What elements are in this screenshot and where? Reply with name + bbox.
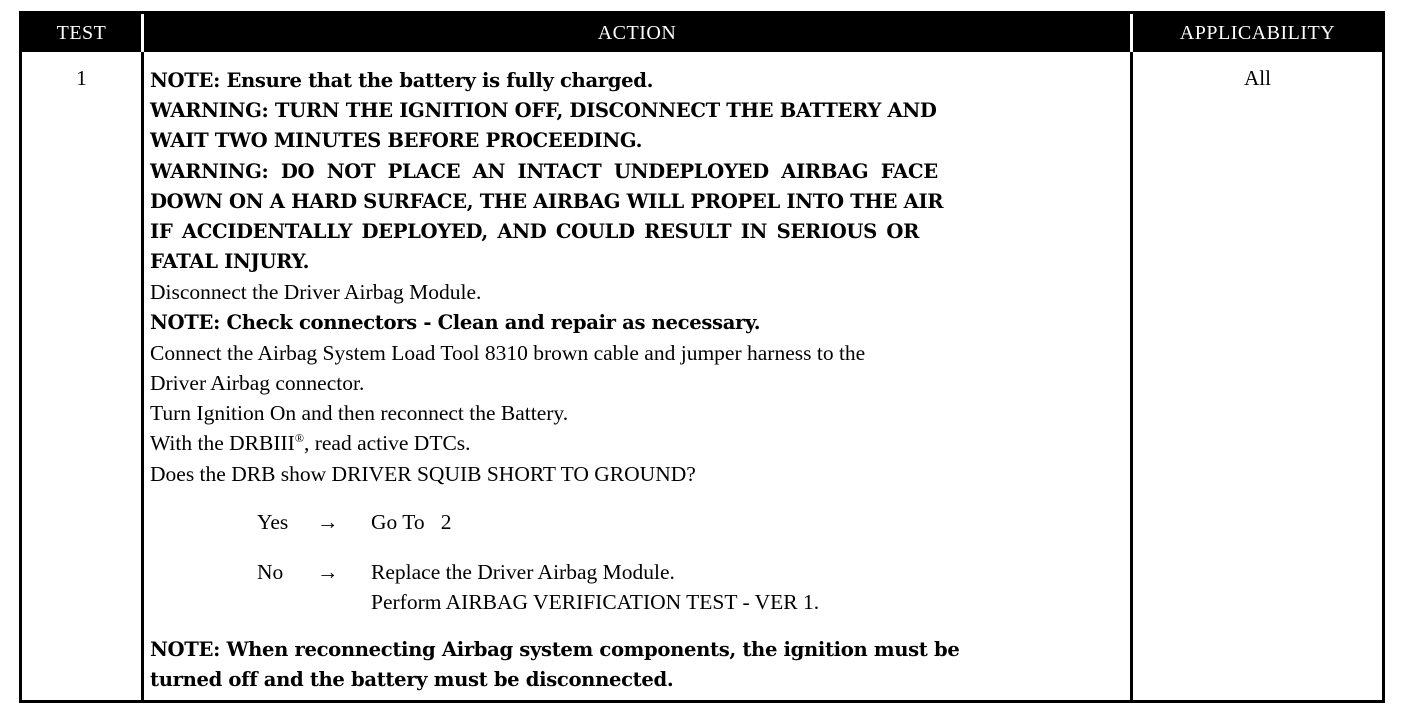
warning-airbag-line: DOWN ON A HARD SURFACE, THE AIRBAG WILL PROPEL INTO THE AIR	[150, 189, 944, 213]
yes-result: Go To 2	[371, 509, 452, 534]
step-read-prefix: With the DRBIII	[150, 431, 295, 456]
applicability-value: All	[1244, 66, 1271, 90]
note-reconnect-line: NOTE: When reconnecting Airbag system components, the ignition must be	[150, 637, 960, 661]
table-header-row	[22, 14, 1382, 52]
no-label: No	[257, 559, 284, 584]
step-read-suffix: , read active DTCs.	[303, 431, 471, 456]
header-applicability: APPLICABILITY	[1179, 22, 1336, 44]
yes-branch	[257, 507, 1124, 537]
no-result-line: Replace the Driver Airbag Module.	[371, 559, 675, 584]
question: Does the DRB show DRIVER SQUIB SHORT TO GROUND?	[150, 461, 696, 486]
right-arrow-icon: →	[317, 509, 339, 534]
warning-ignition-line: WAIT TWO MINUTES BEFORE PROCEEDING.	[150, 129, 643, 153]
yes-label: Yes	[257, 509, 289, 534]
note-battery: NOTE: Ensure that the battery is fully charged.	[150, 69, 654, 92]
warning-airbag-line: WARNING: DO NOT PLACE AN INTACT UNDEPLOYED AIRBAG FACE	[150, 159, 938, 183]
column-divider	[1130, 52, 1133, 700]
header-test: TEST	[56, 22, 107, 44]
step-read-dtcs	[150, 428, 1124, 458]
column-divider	[141, 52, 144, 700]
test-number: 1	[76, 66, 87, 90]
step-disconnect: Disconnect the Driver Airbag Module.	[150, 280, 482, 305]
warning-ignition-line: WARNING: TURN THE IGNITION OFF, DISCONNECT THE BATTERY AND	[150, 99, 937, 123]
diagnostic-test-table	[19, 11, 1385, 703]
header-divider	[1130, 14, 1133, 52]
step-ignition: Turn Ignition On and then reconnect the Battery.	[150, 401, 569, 426]
step-connect-line: Driver Airbag connector.	[150, 371, 365, 396]
no-branch	[257, 557, 1124, 617]
note-reconnect-line: turned off and the battery must be disconnected.	[150, 668, 674, 692]
action-cell	[150, 66, 1124, 695]
header-divider	[141, 14, 144, 52]
note-connectors: NOTE: Check connectors - Clean and repair as necessary.	[150, 310, 761, 334]
warning-airbag-line: IF ACCIDENTALLY DEPLOYED, AND COULD RESULT IN SERIOUS OR	[150, 220, 920, 244]
header-action: ACTION	[597, 22, 677, 44]
step-connect-line: Connect the Airbag System Load Tool 8310 brown cable and jumper harness to the	[150, 340, 866, 365]
right-arrow-icon: →	[317, 559, 339, 584]
registered-mark: ®	[294, 431, 304, 446]
no-result-line: Perform AIRBAG VERIFICATION TEST - VER 1.	[371, 589, 820, 614]
warning-airbag-line: FATAL INJURY.	[150, 250, 310, 274]
